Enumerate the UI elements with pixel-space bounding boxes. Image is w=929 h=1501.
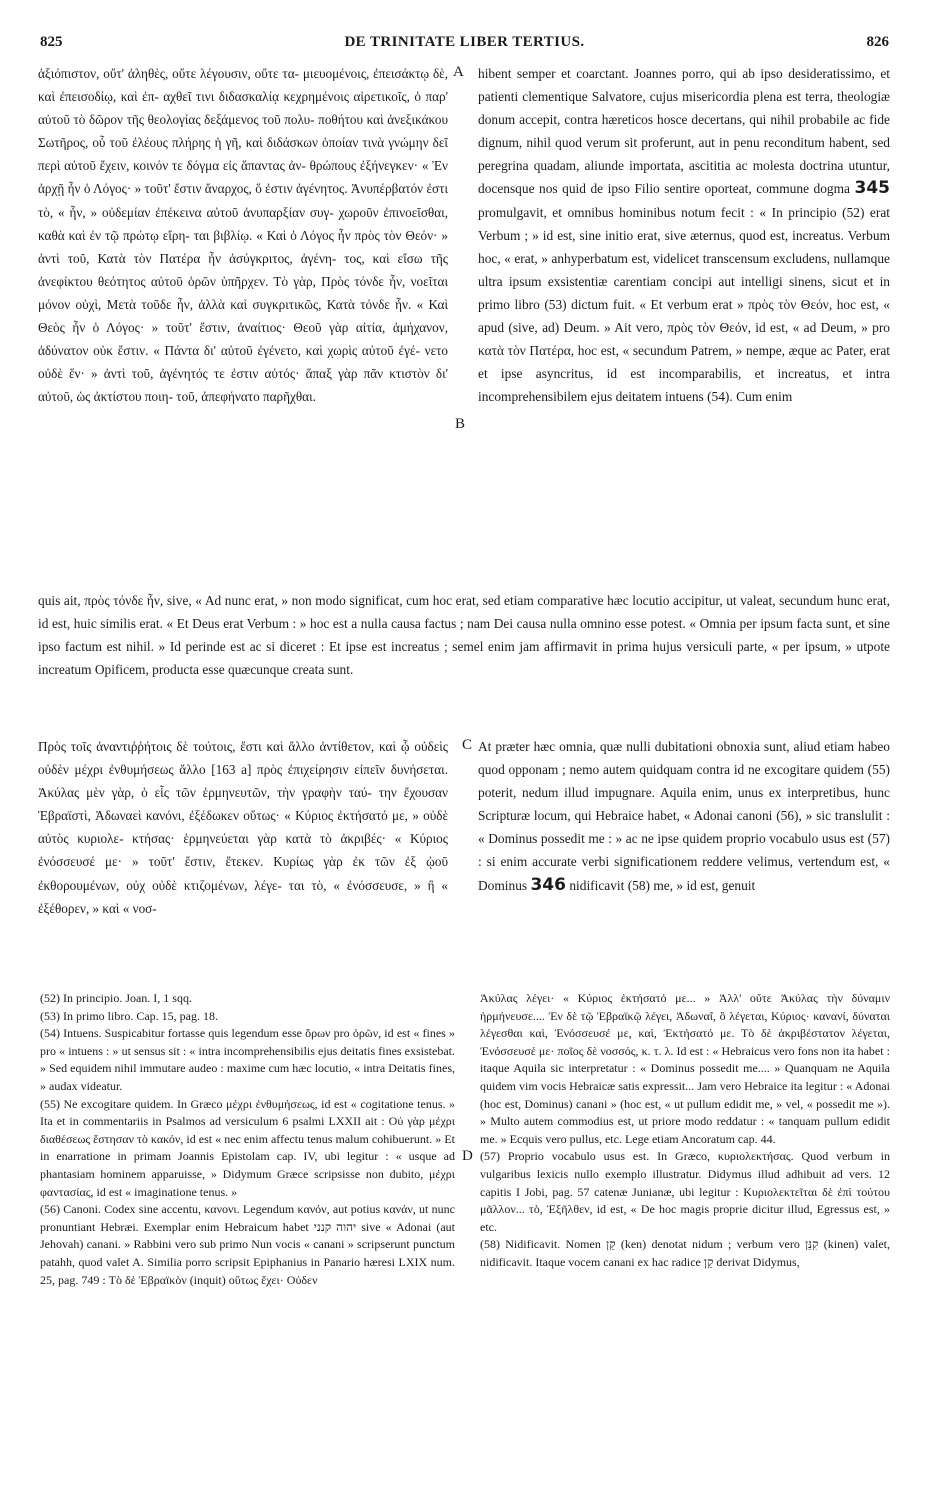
footnote-58: (58) Nidificavit. Nomen קֵן (ken) denotat nidum ; verbum vero קִנֵּן (kinen) valet, nidificavit. Itaque vocem canani ex hac radice קֵן derivat Didymus, (480, 1237, 890, 1269)
footnote-54: (54) Intuens. Suspicabitur fortasse quis legendum esse ὅρων pro ὁρῶν, id est « fines » pro « intuens : » ut sensus sit : « intra incomprehensibilis ejus deitatis fines exsistebat. » Sed equidem nihil immutare audeo : maxime cum hæc locutio, « intra Deitatis fines, » audax videatur. (40, 1026, 455, 1093)
footnote-56-continued: Ἀκύλας λέγει· « Κύριος ἐκτήσατό με... » Ἀλλ' οὔτε Ἀκύλας τὴν δύναμιν ἡρμήνευσε.... Ἐν δὲ τῷ Ἑβραϊκῷ λέγει, Ἀδωναΐ, ὃ λέγεται, Κύριος· κανανί, δύναται λέγεσθαι καὶ, Ἐνόσσευσέ με, καὶ, Ἐκτήσατό με. Τὸ δὲ ἀκριβέστατον λέγεται, Ἐνόσσευσέ με· ποῖος δὲ νοσσός, κ. τ. λ. Id est : « Hebraicus vero fons non ita habet : itaque Aquila sic interpretatur : « Dominus possedit me.... » Quanquam ne Aquila quidem vim vocis Hebraicæ satis expressit... Jam vero Hebraice ita legitur : « Adonai (hoc est, Dominus) canani » (hoc est, « ut pullum edidit me, » vel, « possedit me »). » Multo autem commodius est, ut priore modo reddatur : « tanquam pullum edidit me. » Ecquis vero pullus, etc. Lege etiam Ancoratum cap. 44. (480, 991, 890, 1146)
section-number-345: 345 (854, 178, 890, 199)
footnote-56: (56) Canoni. Codex sine accentu, κανονι. Legendum κανόν, aut potius κανάν, ut nunc pronuntiant Hebræi. Exemplar enim Hebraicum habet יהוה קנני sive « Adonai (aut Jehovah) canani. » Rabbini vero sub primo Nun vocis « canani » scripserunt punctum patahh, quod valet A. Similia porro scripsit Epiphanius in Panario hæresi LXIX num. 25, pag. 749 : Τὸ δὲ Ἑβραϊκὸν (inquit) οὕτως ἔχει· Οὐδεν (40, 1202, 455, 1287)
margin-letter-c: C (462, 737, 473, 753)
margin-letter-b: B (455, 416, 466, 432)
footnote-52: (52) In principio. Joan. I, 1 sqq. (40, 991, 192, 1005)
footnotes-right (480, 990, 890, 1490)
latin-mid-text-b: nidificavit (58) me, » id est, genuit (569, 877, 756, 893)
margin-letter-d: D (462, 1148, 473, 1164)
running-title: DE TRINITATE LIBER TERTIUS. (344, 34, 585, 50)
full-width-paragraph: quis ait, πρὸς τόνδε ἦν, sive, « Ad nunc erat, » non modo significat, cum hoc erat, sed etiam comparative hæc locutio accipitur, ut valeat, secundum hunc erat, id est, huic similis erat. « Et Deus erat Verbum : » hoc est a nulla causa factus ; nam Dei causa nulla omnino esse potest. « Omnia per ipsum facta sunt, et sine ipso factum est nihil. » Id perinde est ac si diceret : Et ipse est increatus ; semel enim jam affirmavit in prima hujus versiculi parte, « per ipsum, » utpote increatum Opificem, producta esse quæcunque creata sunt. (38, 593, 890, 678)
page-number-right: 826 (866, 34, 889, 50)
footnote-55: (55) Ne excogitare quidem. In Græco μέχρι ἐνθυμήσεως, id est « cogitatione tenus. » Ita et in commentariis in Psalmos ad versiculum 6 psalmi LXXII ait : Οὐ γὰρ μέχρι διαθέσεως ἔστησαν τὸ κακόν, id est « nec enim affectu tenus malum cohibuerunt. » Et in enarratione in primam Joannis Epistolam cap. IV, ubi legitur : « usque ad phantasiam hominem apparuisse, » Didymum Græce scripsisse non dubito, μέχρι φαντασίας, id est « imaginatione tenus. » (40, 1096, 455, 1199)
greek-column-top: ἀξιόπιστον, οὔτ' ἀληθὲς, οὔτε λέγουσιν, οὔτε τα- μιευομένοις, ἐπεισάκτῳ δὲ, καὶ ἐπεισοδίῳ, καὶ ἐπ- αχθεῖ τινι διδασκαλίᾳ κεχρημένοις αἱρετικοῖς, ὁ παρ' αὐτοῦ τὸ δῶρον τῆς θεολογίας δεξάμενος τοῦ πολυ- ποθήτου καὶ ἀνεξικάκου Σωτῆρος, οὗ τοῦ ἐλέους πλήρης ἡ γῆ, καὶ διδάσκων ὁποίαν τινὰ γνώμην δεῖ περὶ αὐτοῦ ἔχειν, κοινόν τε δόγμα εἰς ἅπαντας ἀν- θρώπους ἐξήνεγκεν· « Ἐν ἀρχῇ ἦν ὁ Λόγος· » τοῦτ' ἔστιν ἄναρχος, ὅ ἐστιν ἀγένητος. Ἀνυπέρβατόν ἐστι τὸ, « ἦν, » οὐδεμίαν ἐπέκεινα αὐτοῦ ἀνυπαρξίαν συγ- χωροῦν ἐπινοεῖσθαι, καθὰ καὶ ἐν τῷ πρώτῳ εἴρη- ται βιβλίῳ. « Καὶ ὁ Λόγος ἦν πρὸς τὸν Θεόν· » ἀντὶ τοῦ, Κατὰ τὸν Πατέρα ἦν ἀσύγκριτος, ἀγένη- τος, καὶ εἴσω τῆς ἀνεφίκτου θεότητος αὐτοῦ ὁρῶν ὑπῆρχεν. Τὸ γὰρ, Πρὸς τόνδε ἦν, νοεῖται μόνον οὐχὶ, Μετὰ τοῦδε ἦν, ἀλλὰ καὶ συγκριτικῶς, Κατὰ τόνδε ἦν. « Καὶ Θεὸς ἦν ὁ Λόγος· » τοῦτ' ἔστιν, ἀναίτιος· Θεοῦ γὰρ αἰτία, ἀμήχανον, ἀδύνατον οὐκ ἔστιν. « Πάντα δι' αὐτοῦ ἐγένετο, καὶ χωρὶς αὐτοῦ ἐγέ- νετο οὐδὲ ἕν· » ἀντὶ τοῦ, ἀγένητός τε ἐστιν αὐτός· ἅπαξ γὰρ πᾶν κτιστὸν δι' αὐτοῦ, ὡς ἀκτίστου ποιη- τοῦ, ἀπεφήνατο παρῆχθαι. (38, 66, 448, 405)
section-number-346: 346 (530, 874, 566, 895)
footnote-57: (57) Proprio vocabulo usus est. In Græco, κυριολεκτήσας. Quod verbum in vulgaribus lexicis nullo exemplo illustratur. Didymus illud adhibuit ad vers. 12 capitis I Jobi, pag. 57 catenæ Junianæ, ubi legitur : Κυριολεκτεῖται δὲ ἐπὶ τούτου μᾶλλον... τὸ, Ἐξῆλθεν, id est, « De hoc magis proprie dicitur illud, Egressus est, » etc. (480, 1149, 890, 1234)
greek-column-middle: Πρὸς τοῖς ἀναντιῤῥήτοις δὲ τούτοις, ἔστι καὶ ἄλλο ἀντίθετον, καὶ ᾧ οὐδεὶς οὐδὲν μέχρι ἐνθυμήσεως ἄλλο [163 a] πρὸς ἐπιχείρησιν εἰπεῖν δυνήσεται. Ἀκύλας μὲν γὰρ, ὁ εἷς τῶν ἑρμηνευτῶν, τὴν γραφὴν ταύ- την ἔχουσαν Ἑβραϊστὶ, Ἀδωναεὶ κανόνι, ἐξέδωκεν οὕτως· « Κύριος ἐκτήσατό με, » οὐδὲ αὐτὸς κυριολε- κτήσας· ἑρμηνεύεται γὰρ κατὰ τὸ ἀκριβές· « Κύριος ἐνόσσευσέ με· » τοῦτ' ἔστιν, ἔτεκεν. Κυρίως γὰρ ἐκ τῶν ἐξ ᾠοῦ ἐκθορουμένων, οὐχ οὐδὲ κτιζομένων, λέγε- ται τὸ, « ἐνόσσευσε, » ἢ « ἐξέθορεν, » καὶ « νοσ- (38, 739, 448, 916)
latin-column-top (478, 62, 890, 590)
running-header (40, 34, 889, 56)
footnote-53: (53) In primo libro. Cap. 15, pag. 18. (40, 1008, 218, 1023)
latin-top-text-b: promulgavit, et omnibus hominibus notum fecit : « In principio (52) erat Verbum ; » id est, sine initio erat, sive æternus, quod est, increatus. Verbum hoc, « erat, » anhyperbatum est, videlicet transcensum excludens, nullamque ultra ipsum exsistentiæ carentiam concipi aut intelligi sinens, sicut et in primo libro (53) dictum fuit. « Et verbum erat » πρὸς τὸν Θεόν, hoc est, « apud (sive, ad) Deum. » Ait vero, πρὸς τὸν Θεόν, id est, « ad Deum, » pro κατὰ τὸν Πατέρα, hoc est, « secundum Patrem, » nempe, æque ac Pater, erat et ipse asyncritus, id est incomparabilis, et increatus, et intra incomprehensibilem ejus deitatem intuens (54). Cum enim (478, 204, 890, 405)
latin-mid-text-a: At præter hæc omnia, quæ nulli dubitationi obnoxia sunt, aliud etiam habeo quod opponam ; nemo autem quidquam contra id ne excogitare quidem (55) poterit, nedum illud impugnare. Aquila enim, unus ex interpretibus, hunc Scripturæ locum, qui Hebraice habet, « Adonai canoni (56), » sic translulit : « Dominus possedit me : » ac ne ipse quidem proprio vocabulo usus est (57) : si enim accurate verbi significationem reddere velimus, vertendum est, « Dominus (478, 739, 890, 893)
latin-column-middle (478, 735, 890, 965)
footnotes-left (40, 990, 455, 1490)
page-number-left: 825 (40, 34, 63, 50)
latin-top-text-a: hibent semper et coarctant. Joannes porro, qui ab ipso desideratissimo, et patienti clementique Salvatore, cujus misericordia plena est terra, theologiæ donum accepit, contra hæreticos hosce decertans, qui nihil probabile ac fide dignum, nihil quod verum sit proferunt, aut in penu reconditum habent, sed peregrina quadam, aliunde importata, ascititia ac molesta doctrina utuntur, docensque nos quid de ipso Filio sentire oporteat, commune dogma (478, 66, 890, 197)
margin-letter-a: A (453, 64, 464, 80)
